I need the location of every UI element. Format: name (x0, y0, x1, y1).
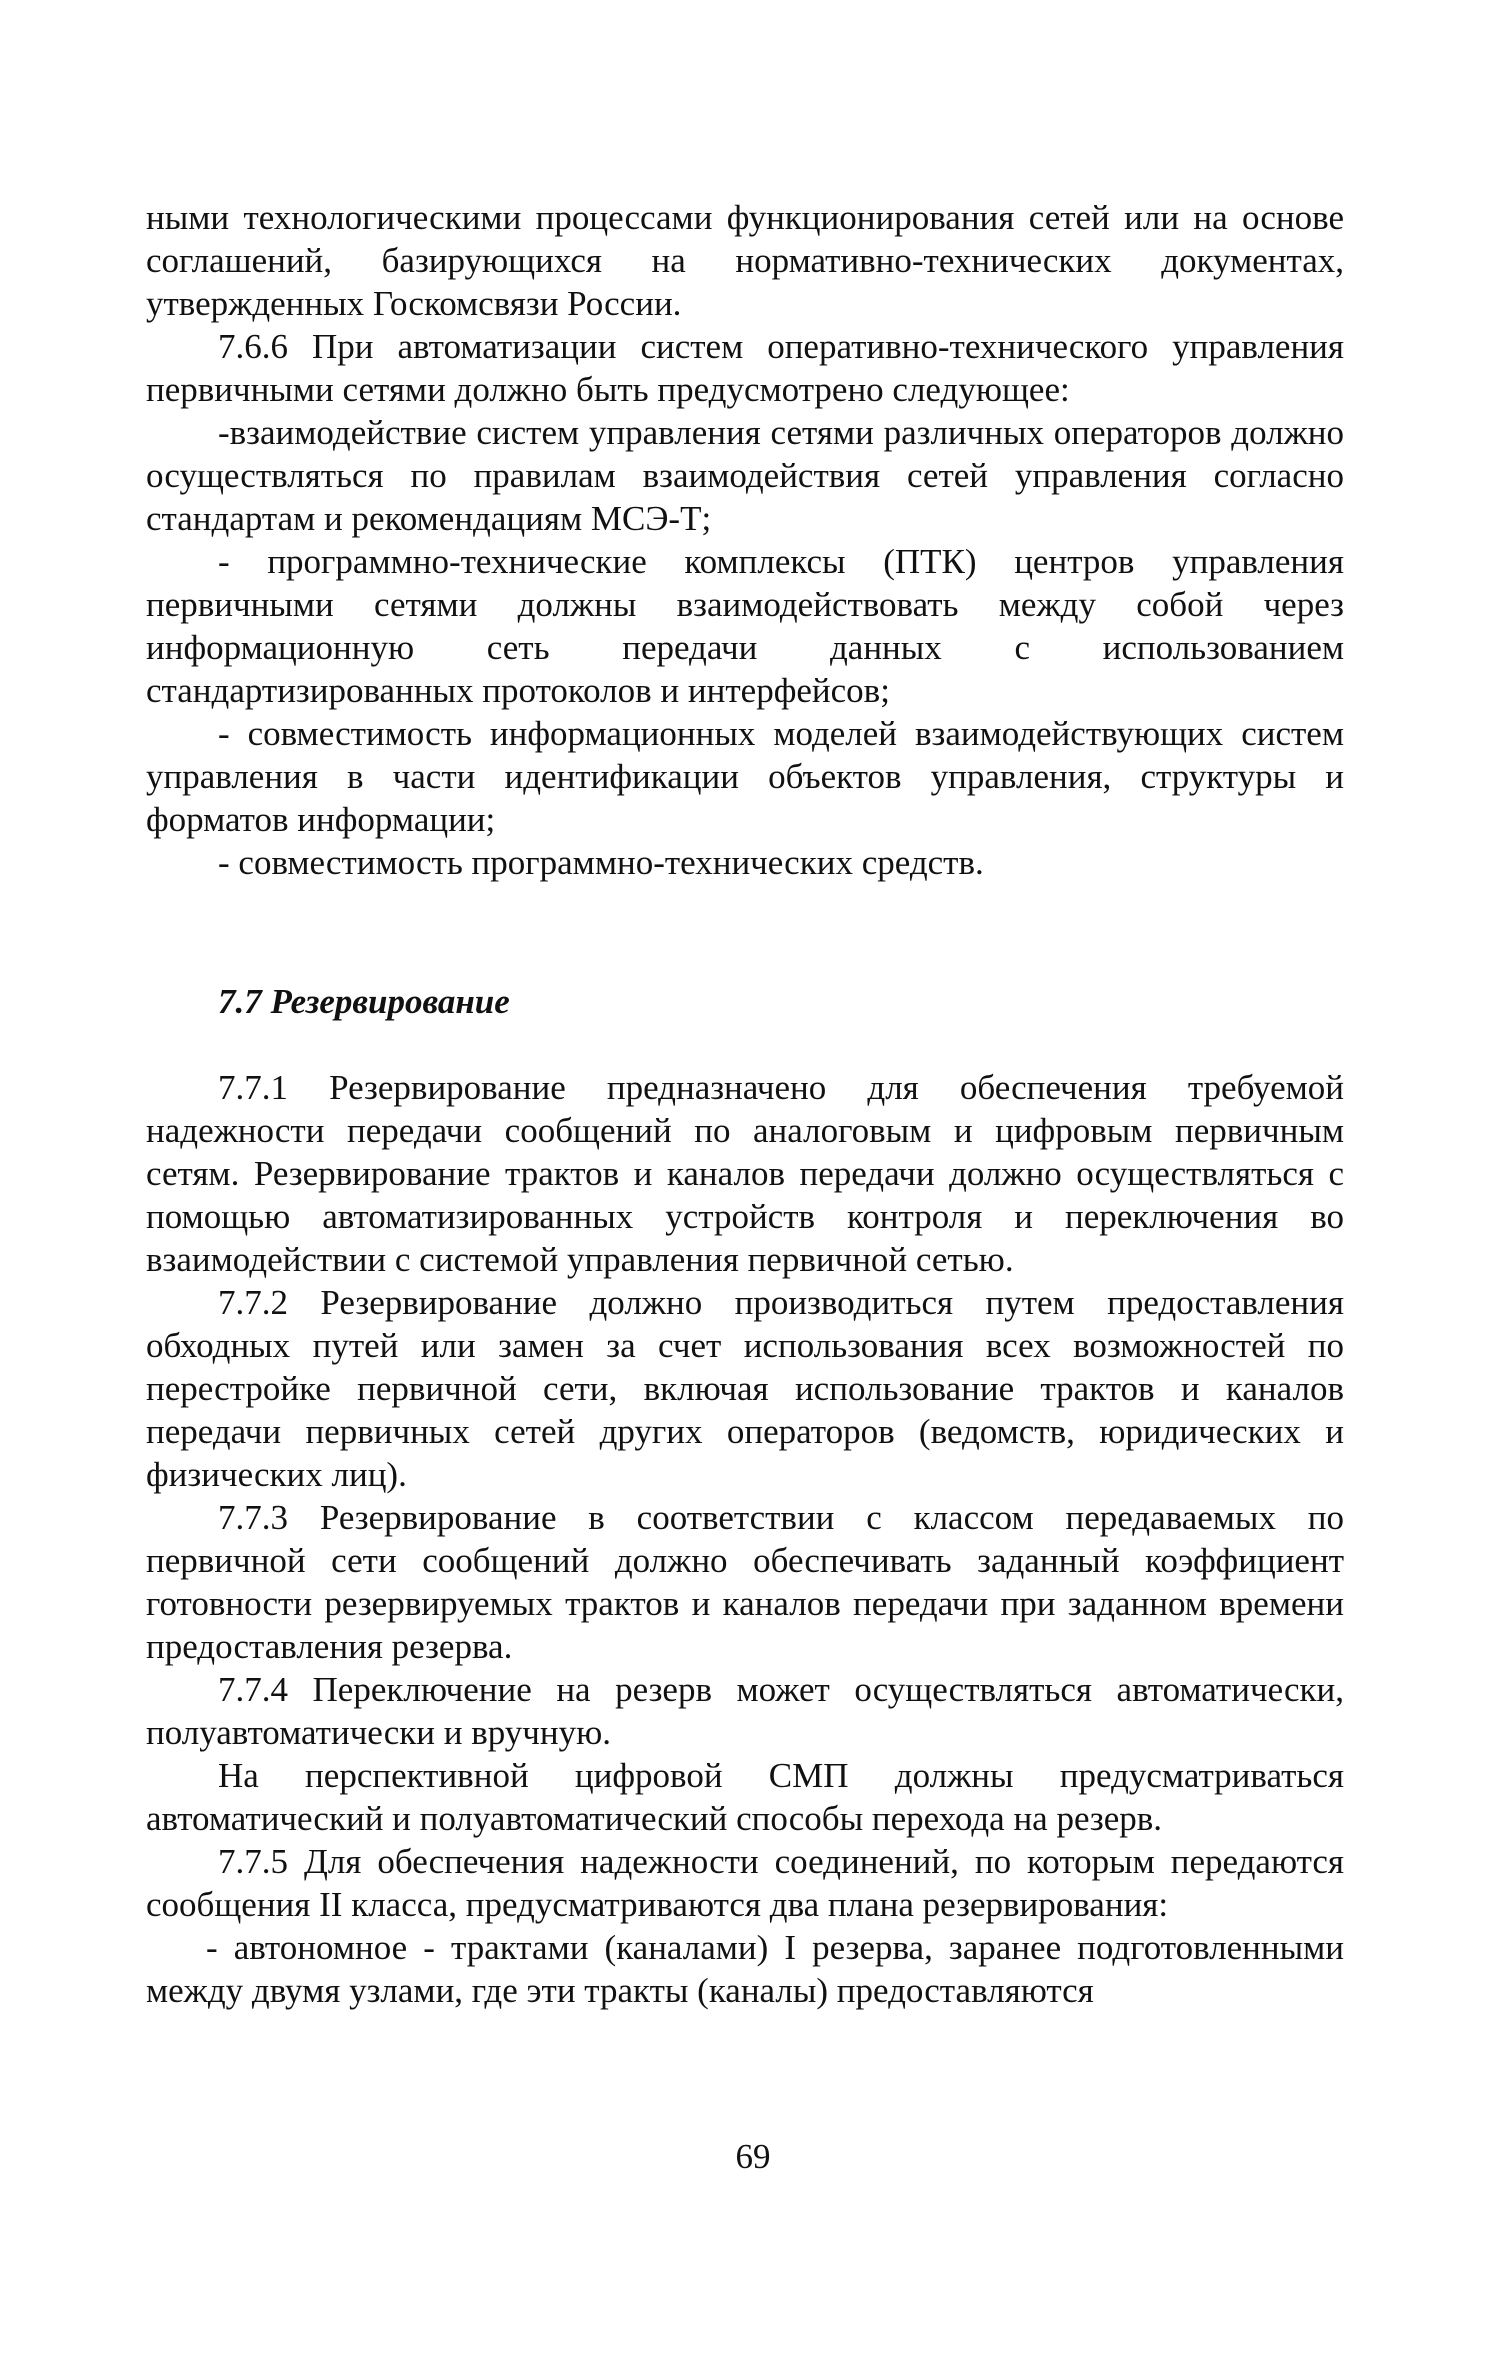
list-item-software-compat: - совместимость программно-технических средств. (218, 843, 984, 882)
page-number: 69 (735, 2137, 771, 2176)
list-item-interaction: -взаимодействие систем управления сетями различных операторов должно осуществляться по правилам взаимодействия сетей управления согласно стандартам и рекомендациям МСЭ-Т; (146, 413, 1344, 538)
list-item-ptk: - программно-технические комплексы (ПТК) центров управления первичными сетями должны взаимодействовать между собой через информационную сеть передачи данных с использованием стандартизированных протоколов и интерфейсов; (146, 542, 1344, 710)
section-heading: 7.7 Резервирование (218, 982, 510, 1021)
paragraph-7-7-1: 7.7.1 Резервирование предназначено для обеспечения требуемой надежности передачи сообщений по аналоговым и цифровым первичным сетям. Резервирование трактов и каналов передачи должно осуществляться с помощью автоматизированных устройств контроля и переключения во взаимодействии с системой управления первичной сетью. (146, 1068, 1344, 1279)
paragraph-7-7-4: 7.7.4 Переключение на резерв может осуществляться автоматически, полуавтоматически и вручную. (146, 1670, 1344, 1752)
paragraph-digital-smp: На перспективной цифровой СМП должны предусматриваться автоматический и полуавтоматический способы перехода на резерв. (146, 1756, 1344, 1838)
paragraph-continuation: ными технологическими процессами функционирования сетей или на основе соглашений, базирующихся на нормативно-технических документах, утвержденных Госкомсвязи России. (146, 198, 1344, 323)
list-item-info-models: - совместимость информационных моделей взаимодействующих систем управления в части идентификации объектов управления, структуры и форматов информации; (146, 714, 1344, 839)
text-block-top (146, 196, 1344, 884)
paragraph-7-7-5: 7.7.5 Для обеспечения надежности соединений, по которым передаются сообщения II класса, предусматриваются два плана резервирования: (146, 1842, 1344, 1924)
paragraph-7-7-3: 7.7.3 Резервирование в соответствии с классом передаваемых по первичной сети сообщений должно обеспечивать заданный коэффициент готовности резервируемых трактов и каналов передачи при заданном времени предоставления резерва. (146, 1498, 1344, 1666)
text-block-bottom (146, 1066, 1344, 2012)
paragraph-7-6-6: 7.6.6 При автоматизации систем оперативно-технического управления первичными сетями должно быть предусмотрено следующее: (146, 327, 1344, 409)
paragraph-7-7-2: 7.7.2 Резервирование должно производиться путем предоставления обходных путей или замен за счет использования всех возможностей по перестройке первичной сети, включая использование трактов и каналов передачи первичных сетей других операторов (ведомств, юридических и физических лиц). (146, 1283, 1344, 1494)
list-item-autonomous: - автономное - трактами (каналами) I резерва, заранее подготовленными между двумя узлами, где эти тракты (каналы) предоставляются (146, 1928, 1344, 2010)
